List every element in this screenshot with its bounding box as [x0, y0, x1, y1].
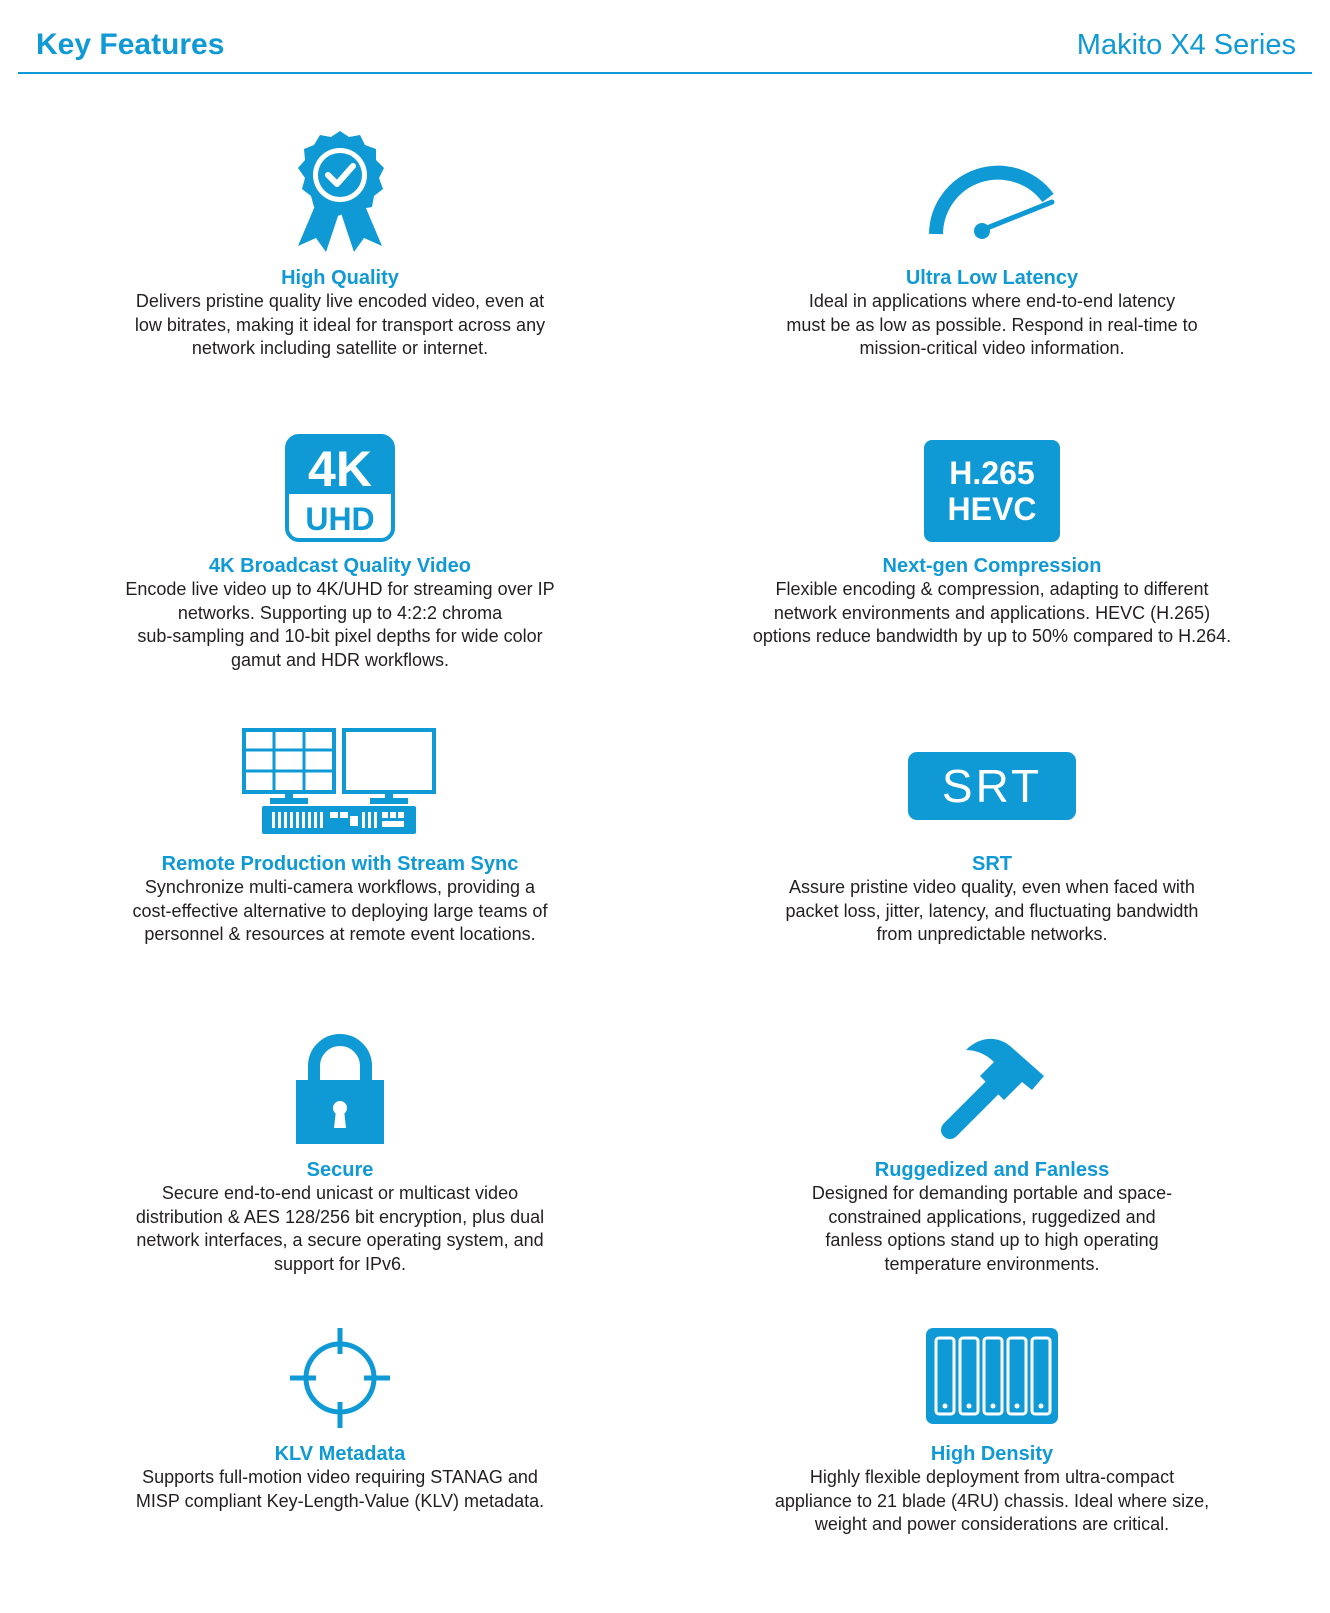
hevc-label: HEVC — [947, 491, 1037, 527]
srt-label: SRT — [941, 760, 1043, 812]
feature-description: Ideal in applications where end-to-end latency must be as low as possible. Respond in real-time to mission-critical video information. — [786, 291, 1198, 358]
feature-description: Highly flexible deployment from ultra-compact appliance to 21 blade (4RU) chassis. Ideal where size, weight and power considerations are critical. — [774, 1467, 1210, 1534]
feature-title: KLV Metadata — [274, 1443, 406, 1465]
feature-title: High Quality — [281, 267, 399, 289]
feature-description: Flexible encoding & compression, adapting to different network environments and applications. HEVC (H.265) options reduce bandwidth by up to 50% compared to H.264. — [752, 579, 1232, 646]
feature-description: Supports full-motion video requiring STANAG and MISP compliant Key-Length-Value (KLV) metadata. — [135, 1467, 545, 1511]
feature-description: Delivers pristine quality live encoded video, even at low bitrates, making it ideal for transport across any network including satellite or internet. — [134, 291, 546, 358]
page-title: Key Features — [36, 28, 225, 61]
feature-title: High Density — [930, 1443, 1054, 1465]
4k-uhd-icon — [60, 434, 620, 542]
feature-title: Ruggedized and Fanless — [874, 1159, 1110, 1181]
hevc-icon — [712, 440, 1272, 542]
feature-description: Secure end-to-end unicast or multicast video distribution & AES 128/256 bit encryption, plus dual network interfaces, a secure operating system, and support for IPv6. — [135, 1183, 545, 1274]
feature-description: Designed for demanding portable and space- constrained applications, ruggedized and fanless options stand up to high operating temperature environments. — [811, 1183, 1173, 1274]
4k-label: 4K — [308, 441, 372, 497]
feature-title: Secure — [306, 1159, 374, 1181]
page-header — [18, 0, 1312, 74]
padlock-icon — [60, 1034, 620, 1146]
feature-title: 4K Broadcast Quality Video — [209, 555, 471, 577]
h265-label: H.265 — [949, 455, 1035, 491]
award-ribbon-icon — [60, 128, 620, 252]
uhd-label: UHD — [305, 501, 375, 537]
crosshair-icon — [60, 1326, 620, 1430]
feature-title: Remote Production with Stream Sync — [161, 853, 519, 875]
feature-title: Ultra Low Latency — [905, 267, 1079, 289]
blade-chassis-icon — [712, 1326, 1272, 1426]
feature-description: Assure pristine video quality, even when faced with packet loss, jitter, latency, and fluctuating bandwidth from unpredictable networks. — [785, 877, 1199, 944]
feature-title: SRT — [972, 853, 1012, 875]
feature-description: Synchronize multi-camera workflows, providing a cost-effective alternative to deploying large teams of personnel & resources at remote event locations. — [132, 877, 548, 944]
speedometer-icon — [712, 146, 1272, 246]
feature-description: Encode live video up to 4K/UHD for streaming over IP networks. Supporting up to 4:2:2 chroma sub-sampling and 10-bit pixel depths for wide color gamut and HDR workflows. — [125, 579, 555, 670]
series-name: Makito X4 Series — [1076, 29, 1296, 61]
production-monitors-icon — [60, 728, 620, 838]
hammer-icon — [712, 1034, 1272, 1146]
srt-logo-icon — [712, 752, 1272, 820]
feature-title: Next-gen Compression — [882, 555, 1102, 577]
